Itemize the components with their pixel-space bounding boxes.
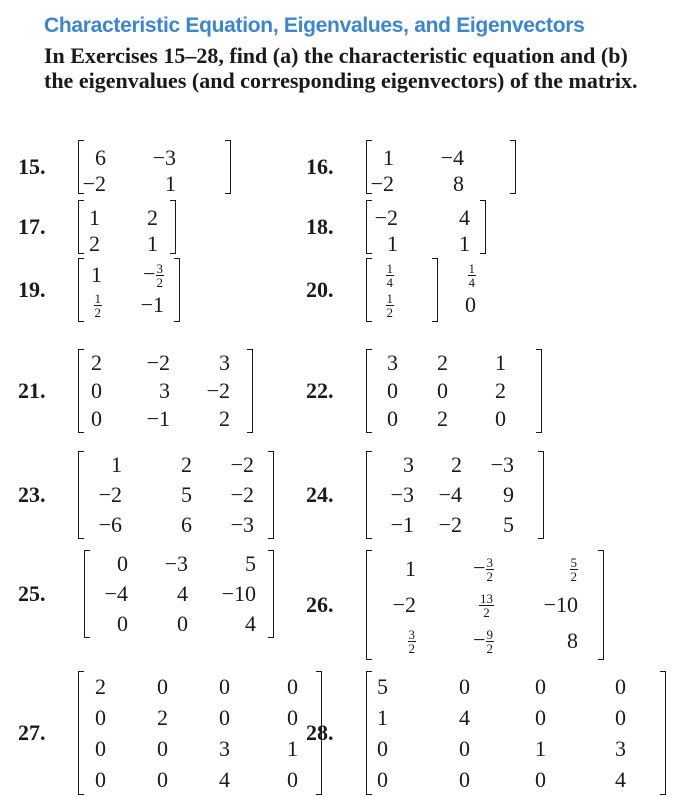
right-bracket — [480, 200, 486, 254]
matrix-row — [78, 702, 298, 733]
matrix-entry: 1 — [147, 231, 158, 256]
matrix-row — [78, 290, 164, 320]
fraction: $\frac{3}{2}$ — [408, 627, 415, 657]
matrix — [78, 140, 231, 194]
matrix-entry: 0 — [177, 611, 188, 636]
matrix-entry: −10 — [543, 592, 578, 617]
matrix-entry: −2 — [98, 482, 122, 507]
exercise-number: 26. — [306, 592, 334, 617]
matrix-entry: 1 — [495, 350, 506, 375]
matrix-entries — [366, 205, 470, 257]
matrix-row — [366, 171, 464, 197]
matrix-entries — [78, 145, 176, 197]
matrix-row — [366, 671, 626, 702]
matrix-entry: −10 — [221, 581, 256, 606]
matrix-entry: 0 — [535, 766, 546, 792]
matrix-entry: 2 — [89, 231, 100, 256]
matrix-entry: 3 — [219, 350, 230, 375]
matrix-row — [78, 405, 230, 433]
matrix-entry: −3 — [230, 512, 254, 537]
matrix — [366, 451, 544, 539]
matrix-entry: 0 — [157, 673, 168, 699]
matrix — [84, 550, 274, 638]
matrix-entry: 2 — [437, 406, 448, 431]
matrix-entries — [366, 145, 464, 197]
right-bracket — [510, 140, 516, 194]
matrix-row — [78, 733, 298, 764]
matrix-entry: −2 — [146, 350, 170, 375]
matrix-entry: 0 — [437, 378, 448, 403]
matrix-entry: 1 — [405, 556, 416, 581]
matrix-entry: 4 — [177, 581, 188, 606]
matrix-entry: 0 — [535, 704, 546, 730]
matrix-entry: 5 — [377, 673, 388, 699]
matrix-row — [78, 480, 254, 510]
matrix-row — [366, 290, 476, 320]
matrix-entries — [366, 551, 578, 659]
fraction: $\frac{1}{2}$ — [94, 291, 101, 321]
matrix-entry: 2 — [181, 452, 192, 477]
matrix-row — [78, 671, 298, 702]
matrix-entries — [78, 260, 164, 320]
matrix-entry: 0 — [377, 735, 388, 761]
matrix-entry: − $\frac{3}{2}$ — [143, 260, 163, 291]
matrix-entry: 1 — [89, 205, 100, 230]
fraction: $\frac{3}{2}$ — [486, 555, 493, 585]
matrix-row — [78, 510, 254, 540]
matrix-entry: 4 — [459, 205, 470, 230]
right-bracket — [225, 140, 231, 194]
matrix — [366, 349, 542, 433]
matrix-entry: 9 — [503, 482, 514, 507]
exercise-number: 16. — [306, 154, 334, 179]
matrix-row — [78, 450, 254, 480]
matrix-entry: 2 — [95, 673, 106, 699]
matrix-entries — [78, 671, 298, 795]
matrix — [78, 671, 322, 795]
matrix-entry: −3 — [164, 551, 188, 576]
matrix-row — [84, 579, 256, 609]
matrix-entry: 0 — [95, 766, 106, 792]
matrix-entry: 4 — [615, 766, 626, 792]
matrix-entry: 0 — [219, 704, 230, 730]
matrix-entries — [366, 671, 626, 795]
matrix-row — [366, 510, 514, 540]
matrix-entry: 1 — [165, 171, 176, 196]
matrix-entry: 2 — [91, 350, 102, 375]
matrix-entry: 0 — [459, 673, 470, 699]
matrix-entry: 5 — [503, 512, 514, 537]
matrix-entry: −2 — [230, 452, 254, 477]
matrix-entries — [366, 450, 514, 540]
matrix-entry: 8 — [453, 171, 464, 196]
right-bracket — [660, 671, 666, 795]
matrix-entry: −1 — [146, 406, 170, 431]
right-bracket — [247, 349, 253, 433]
matrix-entries — [78, 205, 158, 257]
matrix-row — [366, 231, 470, 257]
matrix-entry: 0 — [495, 406, 506, 431]
instructions: In Exercises 15–28, find (a) the characteristic equation and (b) the eigenvalues (and corresponding eigenvectors) of the matrix. — [44, 43, 638, 93]
matrix-row — [366, 450, 514, 480]
matrix — [366, 550, 604, 660]
fraction: $\frac{13}{2}$ — [480, 591, 493, 621]
matrix-entry — [394, 260, 476, 290]
right-bracket — [536, 349, 542, 433]
matrix-entry: 1 — [377, 704, 388, 730]
matrix-entry: 2 — [495, 378, 506, 403]
matrix-entry: 1 — [383, 145, 394, 170]
matrix-entry: −2 — [392, 592, 416, 617]
matrix-entry: 4 — [219, 766, 230, 792]
matrix-entry — [78, 290, 102, 320]
matrix-entry: 0 — [91, 406, 102, 431]
matrix-entry: 0 — [459, 766, 470, 792]
matrix-entry: −2 — [438, 512, 462, 537]
exercise-number: 23. — [18, 482, 46, 507]
matrix-entry: 5 — [181, 482, 192, 507]
matrix-entry: −2 — [206, 378, 230, 403]
section-title: Characteristic Equation, Eigenvalues, and Eigenvectors — [44, 14, 585, 37]
matrix-entry: 0 — [459, 735, 470, 761]
matrix-entry: 2 — [147, 205, 158, 230]
matrix-entry: 2 — [157, 704, 168, 730]
matrix-entry: 6 — [95, 145, 106, 170]
matrix-entry: − $\frac{3}{2}$ — [473, 554, 493, 585]
matrix-entry: 2 — [219, 406, 230, 431]
matrix-entry: 0 — [91, 378, 102, 403]
matrix-entry: −3 — [390, 482, 414, 507]
matrix-entries — [366, 349, 506, 433]
matrix-row — [366, 702, 626, 733]
exercise-number: 27. — [18, 720, 46, 745]
exercise-number: 18. — [306, 214, 334, 239]
matrix-row — [78, 377, 230, 405]
matrix-entry: −2 — [82, 171, 106, 196]
matrix-entry: −6 — [98, 512, 122, 537]
matrix-entry — [366, 290, 394, 320]
matrix-entry: −3 — [152, 145, 176, 170]
matrix-row — [78, 231, 158, 257]
exercise-number: 15. — [18, 154, 46, 179]
matrix-entries — [366, 260, 476, 320]
right-bracket — [268, 451, 274, 539]
matrix-entry: 4 — [459, 704, 470, 730]
matrix-entry: 1 — [91, 262, 102, 287]
matrix-entry: 1 — [111, 452, 122, 477]
matrix — [366, 200, 486, 254]
matrix-entry: 0 — [287, 704, 298, 730]
matrix-entry: 0 — [157, 766, 168, 792]
matrix — [78, 349, 253, 433]
matrix-entry: −4 — [438, 482, 462, 507]
matrix-row — [366, 260, 476, 290]
matrix-entries — [84, 549, 256, 639]
matrix-entry: −1 — [140, 292, 164, 317]
matrix-row — [366, 733, 626, 764]
matrix-entry: 2 — [437, 350, 448, 375]
matrix-entry: −4 — [440, 145, 464, 170]
matrix-entry: 0 — [287, 673, 298, 699]
matrix-entry: 3 — [387, 350, 398, 375]
matrix — [366, 140, 516, 194]
matrix-row — [78, 171, 176, 197]
matrix-entry: 0 — [95, 735, 106, 761]
matrix-entries — [78, 450, 254, 540]
matrix-entry: 0 — [219, 673, 230, 699]
matrix-entry — [366, 260, 394, 290]
matrix-entry: 0 — [117, 611, 128, 636]
matrix-row — [78, 260, 164, 290]
exercise-number: 28. — [306, 720, 334, 745]
matrix-row — [78, 145, 176, 171]
matrix-entry: −2 — [374, 205, 398, 230]
matrix — [366, 258, 476, 322]
fraction: $\frac{5}{2}$ — [570, 555, 577, 585]
matrix-entry: 6 — [181, 512, 192, 537]
matrix-row — [366, 145, 464, 171]
matrix-row — [78, 349, 230, 377]
matrix — [366, 671, 666, 795]
matrix-entry: 0 — [117, 551, 128, 576]
matrix-entry — [416, 587, 494, 623]
matrix-entry: 3 — [403, 452, 414, 477]
matrix-entry: 0 — [465, 292, 476, 317]
fraction: $\frac{1}{4}$ — [468, 261, 475, 291]
matrix-row — [366, 551, 578, 587]
matrix-entry: 1 — [287, 735, 298, 761]
matrix-row — [78, 764, 298, 795]
matrix-entry: 5 — [245, 551, 256, 576]
matrix-entry: −4 — [104, 581, 128, 606]
matrix-row — [78, 205, 158, 231]
matrix-row — [366, 764, 626, 795]
matrix-entry: 1 — [459, 231, 470, 256]
matrix-entries — [78, 349, 230, 433]
exercise-number: 17. — [18, 214, 46, 239]
exercise-number: 24. — [306, 482, 334, 507]
matrix-entry: 2 — [451, 452, 462, 477]
right-bracket — [538, 451, 544, 539]
matrix-entry: 0 — [615, 673, 626, 699]
fraction: $\frac{1}{4}$ — [386, 261, 393, 291]
matrix-entry: 0 — [287, 766, 298, 792]
matrix-row — [366, 205, 470, 231]
matrix-row — [84, 609, 256, 639]
matrix-row — [366, 587, 578, 623]
matrix-entry: − $\frac{9}{2}$ — [473, 626, 493, 657]
matrix-entry: −2 — [230, 482, 254, 507]
matrix-entry: 8 — [567, 628, 578, 653]
matrix-entry — [494, 551, 578, 587]
matrix-entry: 0 — [157, 735, 168, 761]
matrix-row — [366, 623, 578, 659]
matrix-row — [366, 349, 506, 377]
matrix-entry — [366, 623, 416, 659]
matrix-entry: 0 — [387, 378, 398, 403]
matrix-row — [84, 549, 256, 579]
matrix-entry: 3 — [615, 735, 626, 761]
fraction: $\frac{3}{2}$ — [156, 261, 163, 291]
matrix-entry: 4 — [245, 611, 256, 636]
right-bracket — [170, 200, 176, 254]
right-bracket — [598, 550, 604, 660]
matrix-entry: 1 — [535, 735, 546, 761]
matrix-entry: −2 — [370, 171, 394, 196]
right-bracket — [268, 550, 274, 638]
exercise-number: 20. — [306, 277, 334, 302]
matrix-entry: 0 — [535, 673, 546, 699]
exercise-number: 25. — [18, 581, 46, 606]
matrix-row — [366, 405, 506, 433]
fraction: $\frac{9}{2}$ — [486, 627, 493, 657]
matrix-entry: 0 — [377, 766, 388, 792]
matrix-entry: 3 — [219, 735, 230, 761]
matrix-row — [366, 480, 514, 510]
exercise-number: 22. — [306, 378, 334, 403]
exercise-number: 21. — [18, 378, 46, 403]
matrix-entry: 1 — [387, 231, 398, 256]
matrix-entry: 3 — [159, 378, 170, 403]
matrix-entry: −1 — [390, 512, 414, 537]
right-bracket — [174, 258, 180, 322]
matrix — [78, 200, 176, 254]
exercise-number: 19. — [18, 277, 46, 302]
matrix-row — [366, 377, 506, 405]
matrix-entry: 0 — [615, 704, 626, 730]
matrix-entry: 0 — [387, 406, 398, 431]
matrix — [78, 258, 180, 322]
matrix-entry: −3 — [490, 452, 514, 477]
fraction: $\frac{1}{2}$ — [386, 291, 393, 321]
matrix-entry: 0 — [95, 704, 106, 730]
matrix — [78, 451, 274, 539]
